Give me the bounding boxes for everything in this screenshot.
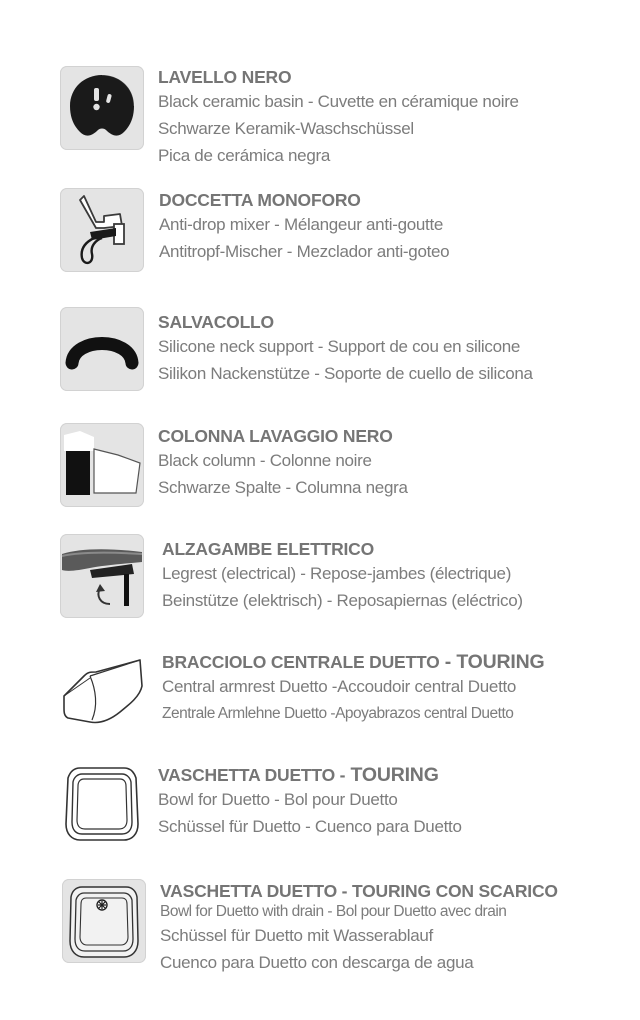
item-title [158,764,462,786]
item-line: Cuenco para Duetto con descarga de agua [160,953,474,972]
black-column-icon [60,423,144,507]
item-title: SALVACOLLO [158,312,274,332]
item-line: Central armrest Duetto -Accoudoir central Duetto [162,677,517,696]
neck-support-icon [60,307,144,391]
item-title: VASCHETTA DUETTO - TOURING CON SCARICO [160,881,558,901]
item-line: Silicone neck support - Support de cou en silicone [158,337,521,356]
item-title-suffix: TOURING [345,764,439,786]
mixer-shower-icon [60,188,144,272]
item-line: Pica de cerámica negra [158,146,330,165]
armrest-icon [60,650,144,734]
item-line: Black column - Colonne noire [158,451,372,470]
item-line: Schüssel für Duetto mit Wasserablauf [160,926,433,945]
item-title-main: VASCHETTA DUETTO - [158,765,346,785]
item-line: Black ceramic basin - Cuvette en céramique noire [158,92,519,111]
item-line: Silikon Nackenstütze - Soporte de cuello de silicona [158,364,533,383]
item-title-main: BRACCIOLO CENTRALE DUETTO [162,652,440,672]
item-line: Anti-drop mixer - Mélangeur anti-goutte [159,215,444,234]
item-title: LAVELLO NERO [158,67,292,87]
item-line: Bowl for Duetto - Bol pour Duetto [158,790,398,809]
item-line: Antitropf-Mischer - Mezclador anti-goteo [159,242,450,261]
item-title: COLONNA LAVAGGIO NERO [158,426,393,446]
bowl-icon [60,762,144,846]
item-line: Legrest (electrical) - Repose-jambes (électrique) [162,564,512,583]
item-line: Schwarze Keramik-Waschschüssel [158,119,414,138]
black-basin-icon [60,66,144,150]
item-line: Schüssel für Duetto - Cuenco para Duetto [158,817,462,836]
item-title-suffix: - TOURING [439,651,545,673]
item-title [162,651,544,673]
item-title: DOCCETTA MONOFORO [159,190,361,210]
item-line: Bowl for Duetto with drain - Bol pour Duetto avec drain [160,903,507,920]
item-line: Zentrale Armlehne Duetto -Apoyabrazos central Duetto [162,705,514,722]
item-title: ALZAGAMBE ELETTRICO [162,539,375,559]
item-line: Beinstütze (elektrisch) - Reposapiernas (eléctrico) [162,591,523,610]
legrest-icon [60,534,144,618]
bowl-with-drain-icon [62,879,146,963]
item-line: Schwarze Spalte - Columna negra [158,478,408,497]
